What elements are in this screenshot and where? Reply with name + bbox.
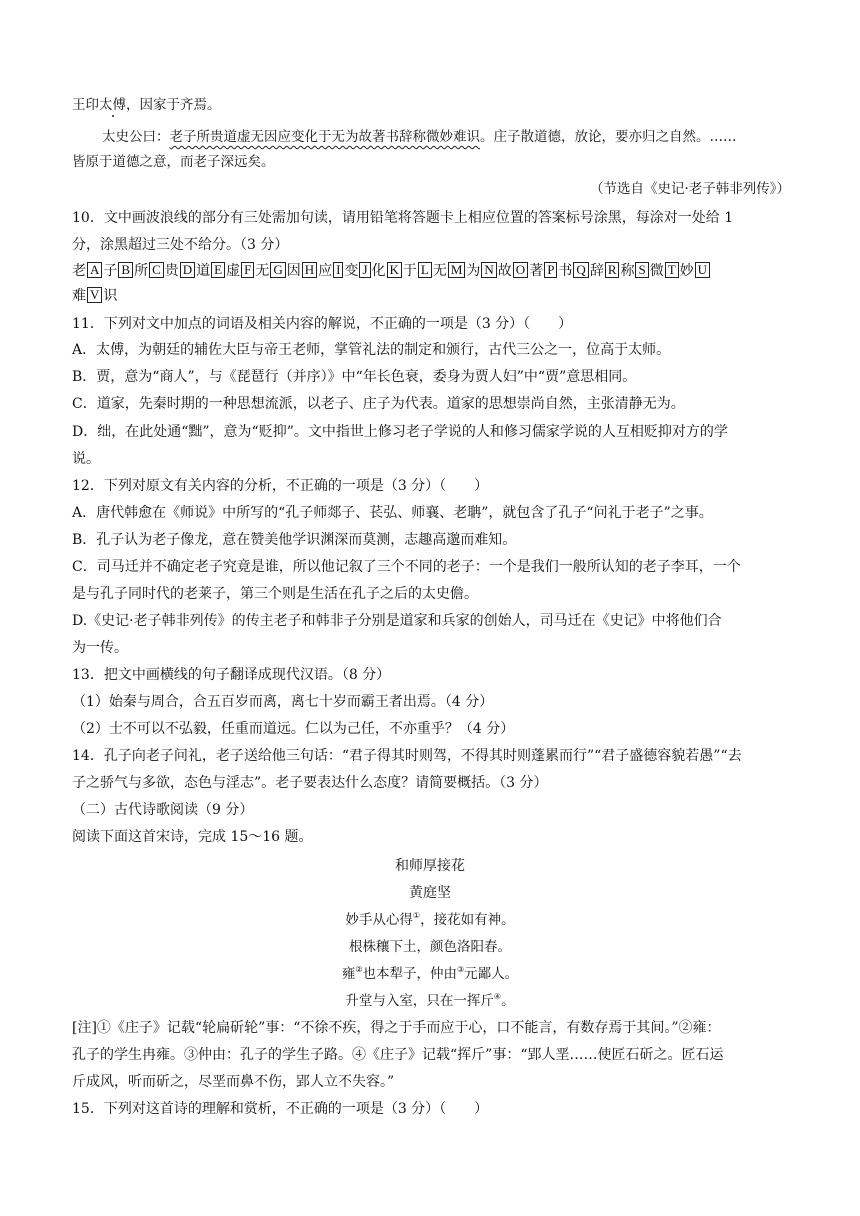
seq-char: 贵 bbox=[164, 263, 179, 279]
passage-line-1 bbox=[72, 96, 790, 114]
poem-line-1 bbox=[72, 911, 788, 929]
answer-box[interactable]: V bbox=[87, 287, 102, 303]
seq-char: 故 bbox=[497, 263, 512, 279]
answer-box[interactable]: T bbox=[665, 262, 679, 278]
section-2-heading: （二）古代诗歌阅读（9 分） bbox=[72, 802, 254, 818]
seq-char: 识 bbox=[103, 288, 118, 304]
answer-box[interactable]: S bbox=[635, 262, 648, 278]
q12-option-c-2: 是与孔子同时代的老莱子，第三个则是生活在孔子之后的太史儋。 bbox=[72, 586, 478, 602]
seq-char: 微 bbox=[649, 263, 664, 279]
source-citation: （节选自《史记·老子韩非列传》） bbox=[589, 181, 790, 197]
answer-box[interactable]: J bbox=[359, 262, 370, 278]
seq-char: 应 bbox=[318, 263, 333, 279]
question-13: 13．把文中画横线的句子翻译成现代汉语。（8 分） bbox=[72, 667, 391, 683]
seq-char: 因 bbox=[286, 263, 301, 279]
answer-box[interactable]: G bbox=[270, 262, 285, 278]
poem-text: ，接花如有神。 bbox=[420, 912, 515, 928]
passage-text: ，因家于齐焉。 bbox=[126, 97, 221, 113]
poem-note-2: 孔子的学生冉雍。③仲由：孔子的学生子路。④《庄子》记载“挥斤”事：“郢人垩……使匠石斫之。匠石运 bbox=[72, 1047, 724, 1063]
punctuation-answer-boxes-tail bbox=[72, 287, 790, 305]
seq-char: 无 bbox=[255, 263, 270, 279]
question-12: 12．下列对原文有关内容的分析，不正确的一项是（3 分）（ ） bbox=[72, 478, 489, 494]
seq-char: 于 bbox=[402, 263, 417, 279]
seq-char: 化 bbox=[371, 263, 386, 279]
dotted-term-taifu: 太傅 bbox=[99, 97, 126, 113]
q11-option-d-1: D．绌，在此处通“黜”，意为“贬抑”。文中指世上修习老子学说的人和修习儒家学说的人互相贬抑对方的学 bbox=[72, 424, 728, 440]
q11-option-b: B．贾，意为“商人”，与《琵琶行（并序）》中“年长色衰，委身为贾人妇”中“贾”意思相同。 bbox=[72, 369, 637, 385]
poem-text: 。 bbox=[501, 993, 515, 1009]
passage-text: 太史公曰： bbox=[102, 129, 170, 145]
passage-line-2 bbox=[102, 128, 790, 146]
answer-box[interactable]: I bbox=[333, 262, 343, 278]
answer-box[interactable]: B bbox=[118, 262, 133, 278]
answer-box[interactable]: M bbox=[448, 262, 466, 278]
poem-text: 升堂与入室，只在一挥斤 bbox=[345, 993, 494, 1009]
answer-box[interactable]: O bbox=[513, 262, 528, 278]
q12-option-d-1: D.《史记·老子韩非列传》的传主老子和韩非子分别是道家和兵家的创始人，司马迁在《史记》中将他们合 bbox=[72, 613, 722, 629]
footnote-marker: ② bbox=[355, 965, 363, 974]
q12-option-b: B．孔子认为老子像龙，意在赞美他学识渊深而莫测，志趣高邈而难知。 bbox=[72, 532, 517, 548]
poem-line-2: 根株穰下土，颜色洛阳春。 bbox=[349, 939, 511, 955]
passage-text: 王印 bbox=[72, 97, 99, 113]
q11-option-c: C．道家，先秦时期的一种思想流派，以老子、庄子为代表。道家的思想崇尚自然，主张清静无为。 bbox=[72, 396, 685, 412]
answer-box[interactable]: L bbox=[418, 262, 432, 278]
footnote-marker: ③ bbox=[457, 965, 465, 974]
passage-text: 。庄子散道德，放论，要亦归之自然。…… bbox=[480, 129, 737, 145]
poem-text: 雍 bbox=[341, 966, 356, 982]
question-11: 11．下列对文中加点的词语及相关内容的解说，不正确的一项是（3 分）（ ） bbox=[72, 316, 573, 332]
poem-author: 黄庭坚 bbox=[409, 885, 451, 901]
poem-line-3 bbox=[72, 965, 788, 983]
answer-box[interactable]: F bbox=[241, 262, 254, 278]
q12-option-a: A．唐代韩愈在《师说》中所写的“孔子师郯子、苌弘、师襄、老聃”，就包含了孔子“问礼于老子”之事。 bbox=[72, 505, 713, 521]
seq-char: 称 bbox=[620, 263, 635, 279]
answer-box[interactable]: U bbox=[695, 262, 710, 278]
answer-box[interactable]: R bbox=[605, 262, 620, 278]
seq-char: 道 bbox=[196, 263, 211, 279]
answer-box[interactable]: P bbox=[544, 262, 557, 278]
answer-box[interactable]: K bbox=[387, 262, 402, 278]
poem-text: 妙手从心得 bbox=[345, 912, 413, 928]
seq-char: 虚 bbox=[226, 263, 241, 279]
seq-char: 著 bbox=[529, 263, 544, 279]
answer-box[interactable]: A bbox=[87, 262, 102, 278]
punctuation-answer-boxes bbox=[72, 262, 790, 280]
q13-item-2: （2）士不可以不弘毅，任重而道远。仁以为己任，不亦重乎？（4 分） bbox=[72, 721, 515, 737]
wavy-underlined-text: 老子所贵道虚无因应变化于无为故著书辞称微妙难识 bbox=[169, 129, 480, 145]
seq-char: 所 bbox=[134, 263, 149, 279]
q11-option-d-2: 说。 bbox=[72, 451, 100, 467]
answer-box[interactable]: C bbox=[149, 262, 164, 278]
footnote-marker: ④ bbox=[493, 992, 502, 1001]
poem-line-4 bbox=[72, 992, 788, 1010]
question-10-stem-1: 10．文中画波浪线的部分有三处需加句读，请用铅笔将答题卡上相应位置的答案标号涂黑，每涂对一处给 1 bbox=[72, 210, 734, 226]
answer-box[interactable]: D bbox=[180, 262, 195, 278]
answer-box[interactable]: E bbox=[211, 262, 225, 278]
q11-option-a: A．太傅，为朝廷的辅佐大臣与帝王老师，掌管礼法的制定和颁行，古代三公之一，位高于太师。 bbox=[72, 342, 671, 358]
poem-text: 元鄙人。 bbox=[464, 966, 519, 982]
answer-box[interactable]: Q bbox=[573, 262, 588, 278]
answer-box[interactable]: N bbox=[481, 262, 496, 278]
seq-char: 妙 bbox=[679, 263, 694, 279]
q12-option-c-1: C．司马迁并不确定老子究竟是谁，所以他记叙了三个不同的老子：一个是我们一般所认知的老子李耳，一个 bbox=[72, 559, 741, 575]
q13-item-1: （1）始秦与周合，合五百岁而离，离七十岁而霸王者出焉。（4 分） bbox=[72, 694, 494, 710]
question-14-1: 14．孔子向老子问礼，老子送给他三句话：“君子得其时则驾，不得其时则蓬累而行”“君子盛德容貌若愚”“去 bbox=[72, 748, 742, 764]
poem-note-1: [注]①《庄子》记载“轮扁斫轮”事：“不徐不疾，得之于手而应于心，口不能言，有数存焉于其间。”②雍： bbox=[72, 1020, 721, 1036]
question-15: 15．下列对这首诗的理解和赏析，不正确的一项是（3 分）（ ） bbox=[72, 1101, 489, 1117]
question-14-2: 子之骄气与多欲，态色与淫志”。老子要表达什么态度？请简要概括。（3 分） bbox=[72, 775, 548, 791]
seq-char: 难 bbox=[72, 288, 86, 304]
question-10-stem-2: 分，涂黑超过三处不给分。（3 分） bbox=[72, 237, 289, 253]
seq-char: 为 bbox=[466, 263, 481, 279]
seq-char: 子 bbox=[103, 263, 118, 279]
section-2-intro: 阅读下面这首宋诗，完成 15～16 题。 bbox=[72, 829, 313, 845]
seq-char: 辞 bbox=[589, 263, 604, 279]
seq-char: 书 bbox=[558, 263, 573, 279]
seq-char: 老 bbox=[72, 263, 86, 279]
q12-option-d-2: 为一传。 bbox=[72, 640, 128, 656]
answer-box[interactable]: H bbox=[302, 262, 317, 278]
seq-char: 变 bbox=[344, 263, 359, 279]
poem-text: 也本犁子，仲由 bbox=[362, 966, 457, 982]
passage-line-3: 皆原于道德之意，而老子深远矣。 bbox=[72, 154, 275, 170]
footnote-marker: ① bbox=[412, 911, 421, 920]
poem-title: 和师厚接花 bbox=[395, 858, 465, 874]
poem-note-3: 斤成风，听而斫之，尽垩而鼻不伤，郢人立不失容。” bbox=[72, 1074, 395, 1090]
seq-char: 无 bbox=[432, 263, 447, 279]
